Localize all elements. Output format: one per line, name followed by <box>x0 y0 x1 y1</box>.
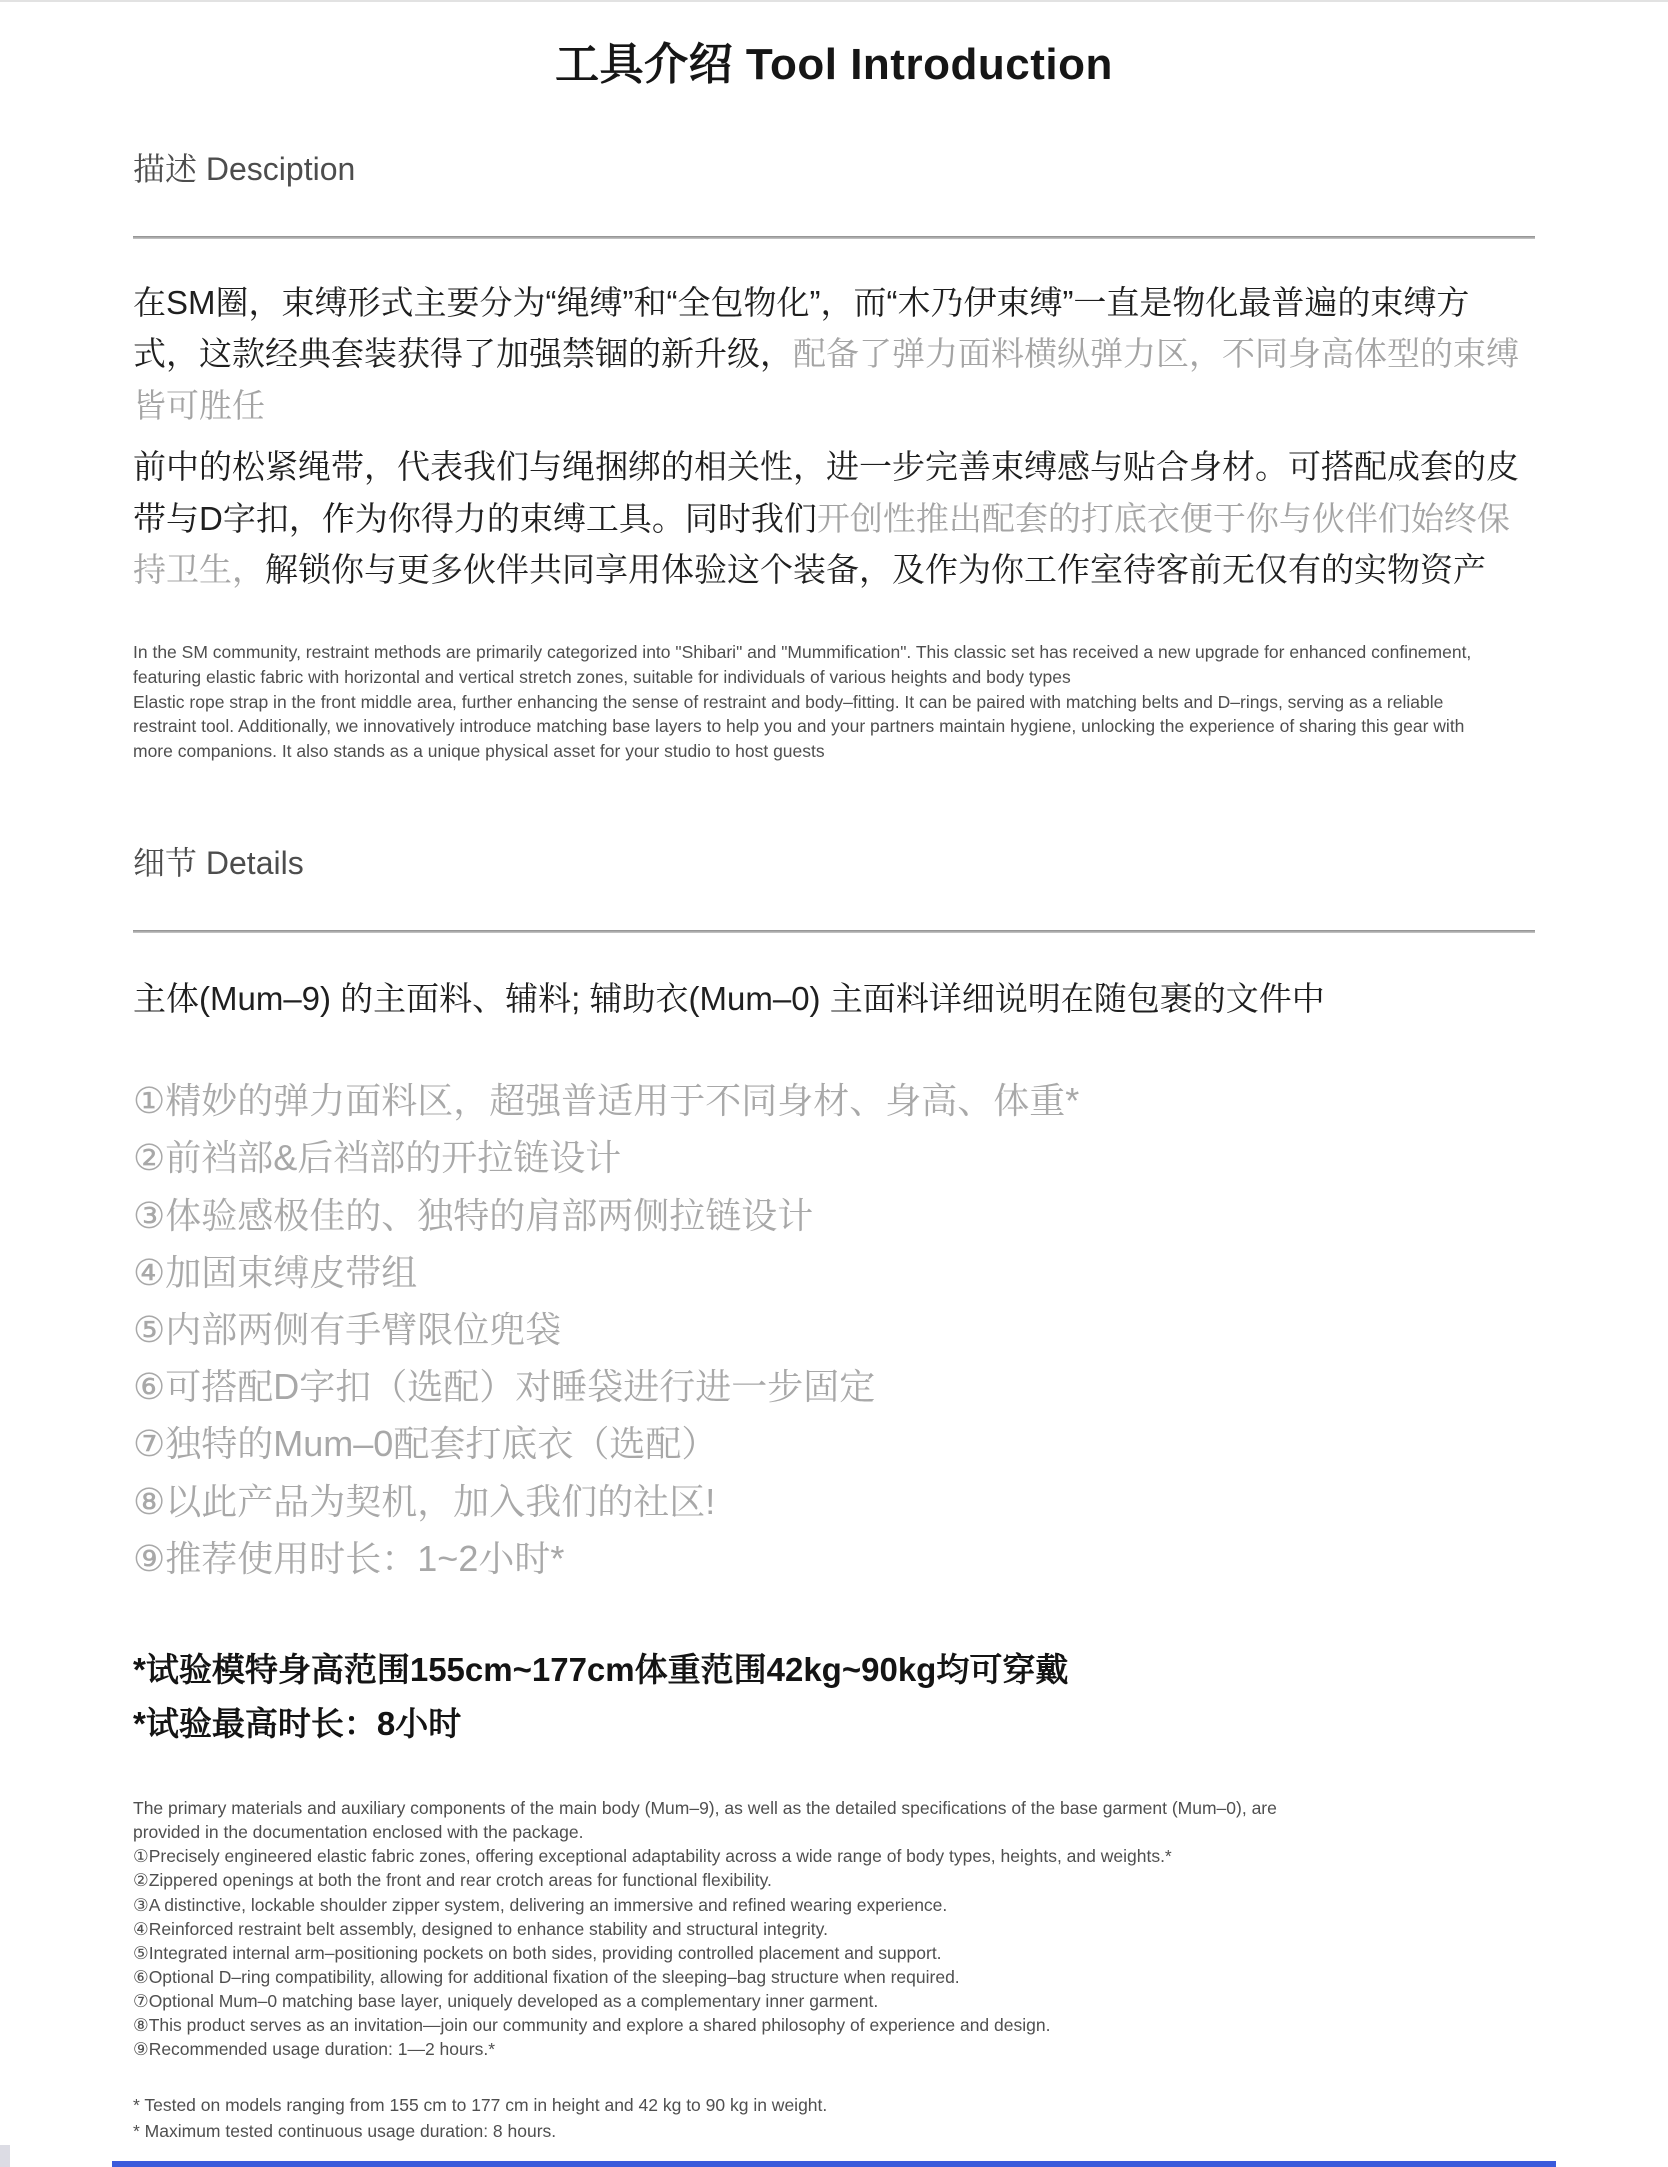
page-content <box>0 144 1668 2144</box>
list-item: ⑨推荐使用时长：1~2小时* <box>133 1537 565 1579</box>
details-en-intro-line: The primary materials and auxiliary components of the main body (Mum–9), as well as the detailed specifications of the base garment (Mum–0), are <box>133 1798 1277 1819</box>
text-segment: 在SM圈，束缚形式主要分为“绳缚”和“全包物化”，而“木乃伊束缚”一直是物化最普遍的束缚方式，这款经典套装获得了加强禁锢的新升级， <box>133 284 1470 373</box>
list-item: ①Precisely engineered elastic fabric zones, offering exceptional adaptability across a wide range of body types, heights, and weights.* <box>133 1846 1172 1867</box>
description-en-line: In the SM community, restraint methods are primarily categorized into "Shibari" and "Mummification". This classic set has received a new upgrade for enhanced confinement, featuring elastic fabric with horizontal and vertical stretch zones, suitable for individuals of various heights and body types <box>133 641 1472 687</box>
details-notes-en <box>133 2092 1535 2145</box>
note-line: *试验最高时长：8小时 <box>133 1704 462 1742</box>
list-item: ⑦独特的Mum–0配套打底衣（选配） <box>133 1423 718 1465</box>
list-item: ⑥可搭配D字扣（选配）对睡袋进行进一步固定 <box>133 1366 876 1408</box>
page-edge-artifact <box>0 2145 10 2167</box>
page-title: 工具介绍 Tool Introduction <box>555 40 1113 89</box>
details-notes-cn <box>133 1643 1535 1750</box>
list-item: ④加固束缚皮带组 <box>133 1251 418 1293</box>
details-divider <box>133 930 1535 933</box>
list-item: ①精妙的弹力面料区，超强普适用于不同身材、身高、体重* <box>133 1080 1080 1122</box>
description-en-body <box>133 640 1493 764</box>
list-item: ④Reinforced restraint belt assembly, designed to enhance stability and structural integrity. <box>133 1918 828 1939</box>
description-cn-paragraph-2 <box>133 441 1535 595</box>
list-item: ⑦Optional Mum–0 matching base layer, uniquely developed as a complementary inner garment. <box>133 1991 879 2012</box>
note-line: * Maximum tested continuous usage duration: 8 hours. <box>133 2120 557 2141</box>
description-cn-paragraph-1 <box>133 277 1535 431</box>
list-item: ⑤内部两侧有手臂限位兜袋 <box>133 1308 562 1350</box>
details-intro-cn: 主体(Mum–9) 的主面料、辅料; 辅助衣(Mum–0) 主面料详细说明在随包裹的文件中 <box>133 980 1325 1018</box>
document-page <box>0 2 1668 2167</box>
description-heading: 描述 Desciption <box>133 151 356 187</box>
text-segment: 前中的松紧绳带，代表我们与绳捆绑的相关性，进一步完善束缚感与贴合身材。可搭配成套的皮带与D字扣，作为你得力的束缚工具。同时我们 <box>133 448 1519 537</box>
note-line: * Tested on models ranging from 155 cm to 177 cm in height and 42 kg to 90 kg in weight. <box>133 2094 828 2115</box>
text-segment-muted: 开创性推出配套的打底衣便于你与伙伴们始终保持卫生， <box>133 499 1510 589</box>
details-list-cn <box>133 1072 1535 1587</box>
description-en-line: Elastic rope strap in the front middle area, further enhancing the sense of restraint and body–fitting. It can be paired with matching belts and D–rings, serving as a reliable restraint tool. Additionally, we innovatively introduce matching base layers to help you and your partners maintain hygiene, unlocking the experience of sharing this gear with more companions. It also stands as a unique physical asset for your studio to host guests <box>133 691 1465 762</box>
list-item: ③体验感极佳的、独特的肩部两侧拉链设计 <box>133 1194 814 1236</box>
bottom-accent-bar <box>112 2161 1556 2167</box>
list-item: ⑧This product serves as an invitation—join our community and explore a shared philosophy of experience and design. <box>133 2015 1051 2036</box>
list-item: ③A distinctive, lockable shoulder zipper system, delivering an immersive and refined wearing experience. <box>133 1894 948 1915</box>
text-segment: 解锁你与更多伙伴共同享用体验这个装备，及作为你工作室待客前无仅有的实物资产 <box>265 551 1486 589</box>
list-item: ⑧以此产品为契机，加入我们的社区! <box>133 1480 716 1522</box>
list-item: ②Zippered openings at both the front and rear crotch areas for functional flexibility. <box>133 1870 772 1891</box>
text-segment-muted: 配备了弹力面料横纵弹力区，不同身高体型的束缚皆可胜任 <box>133 335 1519 424</box>
note-line: *试验模特身高范围155cm~177cm体重范围42kg~90kg均可穿戴 <box>133 1651 1069 1689</box>
description-divider <box>133 236 1535 239</box>
details-en-intro-line: provided in the documentation enclosed with the package. <box>133 1822 584 1843</box>
list-item: ⑥Optional D–ring compatibility, allowing for additional fixation of the sleeping–bag structure when required. <box>133 1967 960 1988</box>
list-item: ⑤Integrated internal arm–positioning pockets on both sides, providing controlled placement and support. <box>133 1942 942 1963</box>
details-heading: 细节 Details <box>133 845 304 882</box>
details-en-body <box>133 1796 1513 2062</box>
list-item: ②前裆部&后裆部的开拉链设计 <box>133 1137 622 1179</box>
list-item: ⑨Recommended usage duration: 1—2 hours.* <box>133 2039 496 2060</box>
description-cn-body <box>133 277 1535 596</box>
